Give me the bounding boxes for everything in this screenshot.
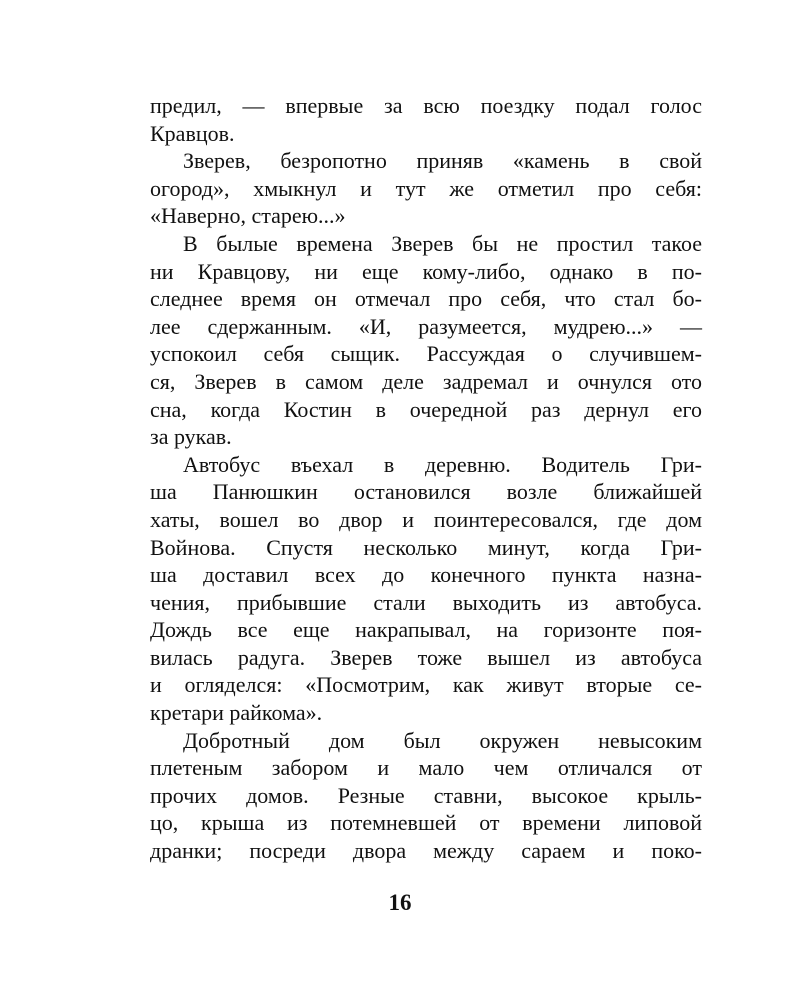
text-line: сна, когда Костин в очередной раз дернул его [150, 396, 702, 422]
text-line: вилась радуга. Зверев тоже вышел из автобуса [150, 644, 702, 670]
text-line: ся, Зверев в самом деле задремал и очнулся ото [150, 368, 702, 394]
text-line: успокоил себя сыщик. Рассуждая о случившем- [150, 341, 702, 367]
text-line: плетеным забором и мало чем отличался от [150, 755, 702, 781]
text-line: хаты, вошел во двор и поинтересовался, где дом [150, 506, 702, 532]
text-line: Войнова. Спустя несколько минут, когда Гри- [150, 534, 702, 560]
text-line: Добротный дом был окружен невысоким [183, 727, 702, 753]
text-line: за рукав. [150, 424, 232, 450]
text-line: Кравцов. [150, 120, 235, 146]
text-line: Зверев, безропотно приняв «камень в свой [183, 148, 702, 174]
text-line: цо, крыша из потемневшей от времени липовой [150, 810, 702, 836]
text-line: ша Панюшкин остановился возле ближайшей [150, 479, 702, 505]
text-line: В былые времена Зверев бы не простил такое [183, 230, 702, 256]
text-line: ша доставил всех до конечного пункта назна- [150, 562, 702, 588]
text-line: лее сдержанным. «И, разумеется, мудрею...» — [150, 313, 702, 339]
text-line: следнее время он отмечал про себя, что стал бо- [150, 286, 702, 312]
text-line: кретари райкома». [150, 700, 323, 726]
text-line: ни Кравцову, ни еще кому-либо, однако в по- [150, 258, 702, 284]
text-line: Дождь все еще накрапывал, на горизонте поя- [150, 617, 702, 643]
page-number: 16 [388, 890, 412, 915]
text-line: дранки; посреди двора между сараем и поко- [150, 838, 702, 864]
text-line: прочих домов. Резные ставни, высокое крыль- [150, 782, 702, 808]
text-line: предил, — впервые за всю поездку подал голос [150, 93, 702, 118]
text-line: и огляделся: «Посмотрим, как живут вторые се- [150, 672, 702, 698]
body-text [150, 92, 702, 865]
text-line: огород», хмыкнул и тут же отметил про себя: [150, 175, 702, 201]
text-line: Автобус въехал в деревню. Водитель Гри- [183, 451, 702, 477]
text-line: чения, прибывшие стали выходить из автобуса. [150, 589, 702, 615]
text-line: «Наверно, старею...» [150, 203, 346, 229]
